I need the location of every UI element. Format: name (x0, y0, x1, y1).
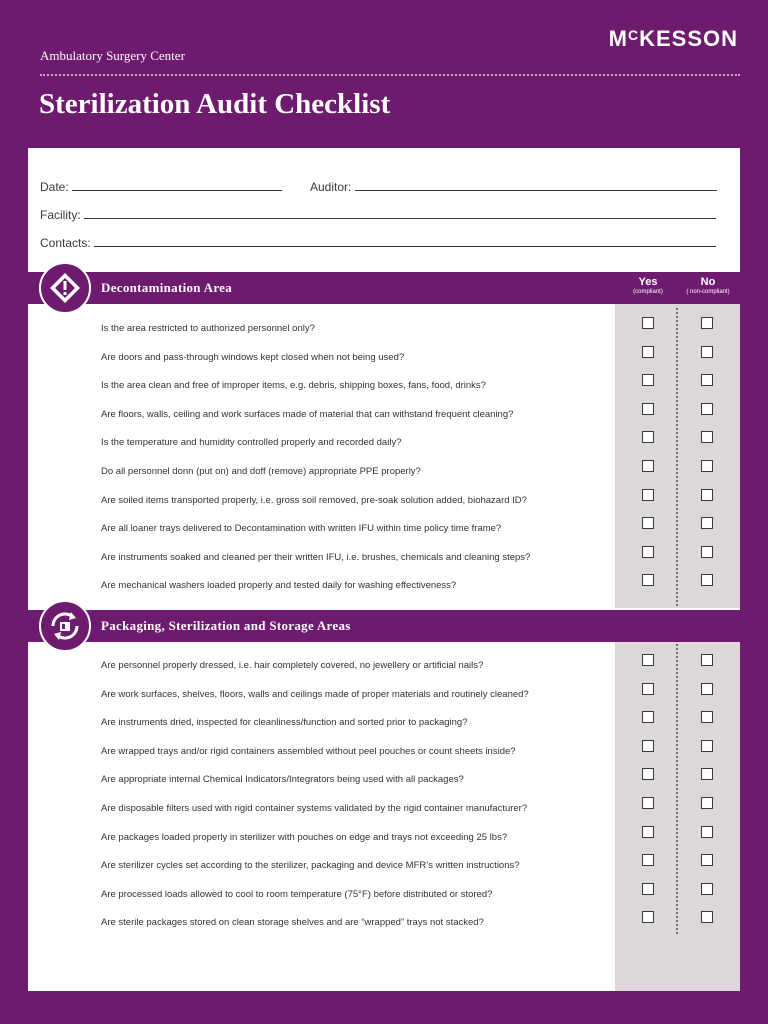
no-checkbox[interactable] (701, 854, 713, 866)
facility-label: Facility: (40, 208, 81, 222)
checklist-question: Are personnel properly dressed, i.e. hair completely covered, no jewellery or artificial nails? (101, 660, 484, 671)
no-note: ( non-compliant) (686, 289, 730, 295)
no-checkbox[interactable] (701, 683, 713, 695)
checklist-question: Are all loaner trays delivered to Decontamination with written IFU within time policy time frame? (101, 523, 502, 535)
no-checkbox[interactable] (701, 574, 713, 586)
yes-checkbox[interactable] (642, 911, 654, 923)
yes-checkbox[interactable] (642, 489, 654, 501)
no-checkbox[interactable] (701, 740, 713, 752)
no-checkbox[interactable] (701, 826, 713, 838)
yes-checkbox[interactable] (642, 768, 654, 780)
column-divider (676, 644, 678, 934)
contacts-field (40, 234, 716, 250)
contacts-input-line[interactable] (94, 234, 716, 247)
header-subtitle: Ambulatory Surgery Center (40, 48, 185, 63)
no-checkbox[interactable] (701, 517, 713, 529)
checklist-paper (28, 148, 740, 991)
no-column-header (676, 276, 740, 295)
page-title: Sterilization Audit Checklist (39, 88, 391, 120)
yes-label: Yes (638, 276, 658, 288)
checklist-question: Do all personnel donn (put on) and doff (remove) appropriate PPE properly? (101, 466, 421, 477)
yes-note: (compliant) (633, 289, 663, 295)
no-checkbox[interactable] (701, 911, 713, 923)
checklist-question: Are packages loaded properly in sterilizer with pouches on edge and trays not exceeding 25 lbs? (101, 831, 508, 843)
section-title: Packaging, Sterilization and Storage Areas (101, 618, 351, 633)
no-checkbox[interactable] (701, 546, 713, 558)
yes-checkbox[interactable] (642, 574, 654, 586)
checklist-question: Are instruments dried, inspected for cleanliness/function and sorted prior to packaging? (101, 717, 468, 729)
yes-column-header (616, 276, 680, 295)
date-label: Date: (40, 180, 69, 194)
section-title: Decontamination Area (101, 280, 233, 295)
checklist-question: Are instruments soaked and cleaned per their written IFU, i.e. brushes, chemicals and cleaning steps? (101, 551, 531, 563)
yes-checkbox[interactable] (642, 460, 654, 472)
checklist-question: Are appropriate internal Chemical Indicators/Integrators being used with all packages? (101, 774, 464, 786)
no-checkbox[interactable] (701, 711, 713, 723)
yes-checkbox[interactable] (642, 683, 654, 695)
yes-checkbox[interactable] (642, 797, 654, 809)
yes-checkbox[interactable] (642, 546, 654, 558)
auditor-field (310, 178, 717, 194)
date-field (40, 178, 282, 194)
checklist-question: Is the area restricted to authorized personnel only? (101, 323, 315, 334)
no-checkbox[interactable] (701, 654, 713, 666)
checklist-question: Are doors and pass-through windows kept closed when not being used? (101, 351, 405, 363)
section-bar-packaging (28, 610, 740, 642)
contacts-label: Contacts: (40, 236, 91, 250)
yes-checkbox[interactable] (642, 403, 654, 415)
section-badge-decontamination (39, 262, 91, 314)
no-checkbox[interactable] (701, 460, 713, 472)
checklist-question: Are sterile packages stored on clean storage shelves and are “wrapped” trays not stacked? (101, 917, 484, 929)
checklist-question: Are wrapped trays and/or rigid containers assembled without peel pouches or count sheets inside? (101, 745, 516, 757)
recycle-package-icon (41, 602, 89, 650)
yes-checkbox[interactable] (642, 883, 654, 895)
facility-input-line[interactable] (84, 206, 716, 219)
checklist-question: Are work surfaces, shelves, floors, walls and ceilings made of proper materials and routinely cleaned? (101, 688, 529, 700)
yes-checkbox[interactable] (642, 317, 654, 329)
facility-field (40, 206, 716, 222)
auditor-label: Auditor: (310, 180, 352, 194)
warning-diamond-icon (41, 264, 89, 312)
section-badge-packaging (39, 600, 91, 652)
yes-checkbox[interactable] (642, 346, 654, 358)
yes-checkbox[interactable] (642, 740, 654, 752)
section-bar-decontamination (28, 272, 740, 304)
yes-checkbox[interactable] (642, 654, 654, 666)
no-label: No (700, 276, 716, 288)
checklist-question: Are soiled items transported properly, i.e. gross soil removed, pre-soak solution added, biohazard ID? (101, 494, 527, 506)
no-checkbox[interactable] (701, 883, 713, 895)
mckesson-logo: $M^CKESSON$ (608, 26, 738, 51)
column-divider (676, 308, 678, 606)
yes-checkbox[interactable] (642, 374, 654, 386)
yes-checkbox[interactable] (642, 826, 654, 838)
no-checkbox[interactable] (701, 431, 713, 443)
no-checkbox[interactable] (701, 768, 713, 780)
no-checkbox[interactable] (701, 346, 713, 358)
yes-checkbox[interactable] (642, 711, 654, 723)
date-input-line[interactable] (72, 178, 282, 191)
no-checkbox[interactable] (701, 489, 713, 501)
yes-checkbox[interactable] (642, 854, 654, 866)
checklist-question: Are mechanical washers loaded properly and tested daily for washing effectiveness? (101, 580, 457, 592)
no-checkbox[interactable] (701, 403, 713, 415)
no-checkbox[interactable] (701, 317, 713, 329)
checklist-question: Are processed loads allowed to cool to room temperature (75°F) before distributed or stored? (101, 888, 493, 900)
checklist-question: Are sterilizer cycles set according to the sterilizer, packaging and device MFR’s written instructions? (101, 860, 520, 872)
checklist-question: Are disposable filters used with rigid container systems validated by the rigid container manufacturer? (101, 803, 528, 814)
no-checkbox[interactable] (701, 374, 713, 386)
yes-checkbox[interactable] (642, 431, 654, 443)
no-checkbox[interactable] (701, 797, 713, 809)
header-divider (40, 74, 740, 76)
checklist-question: Is the temperature and humidity controlled properly and recorded daily? (101, 437, 402, 449)
checklist-question: Is the area clean and free of improper items, e.g. debris, shipping boxes, fans, food, drinks? (101, 380, 486, 392)
auditor-input-line[interactable] (355, 178, 717, 191)
checklist-question: Are floors, walls, ceiling and work surfaces made of material that can withstand frequent cleaning? (101, 408, 514, 420)
yes-checkbox[interactable] (642, 517, 654, 529)
